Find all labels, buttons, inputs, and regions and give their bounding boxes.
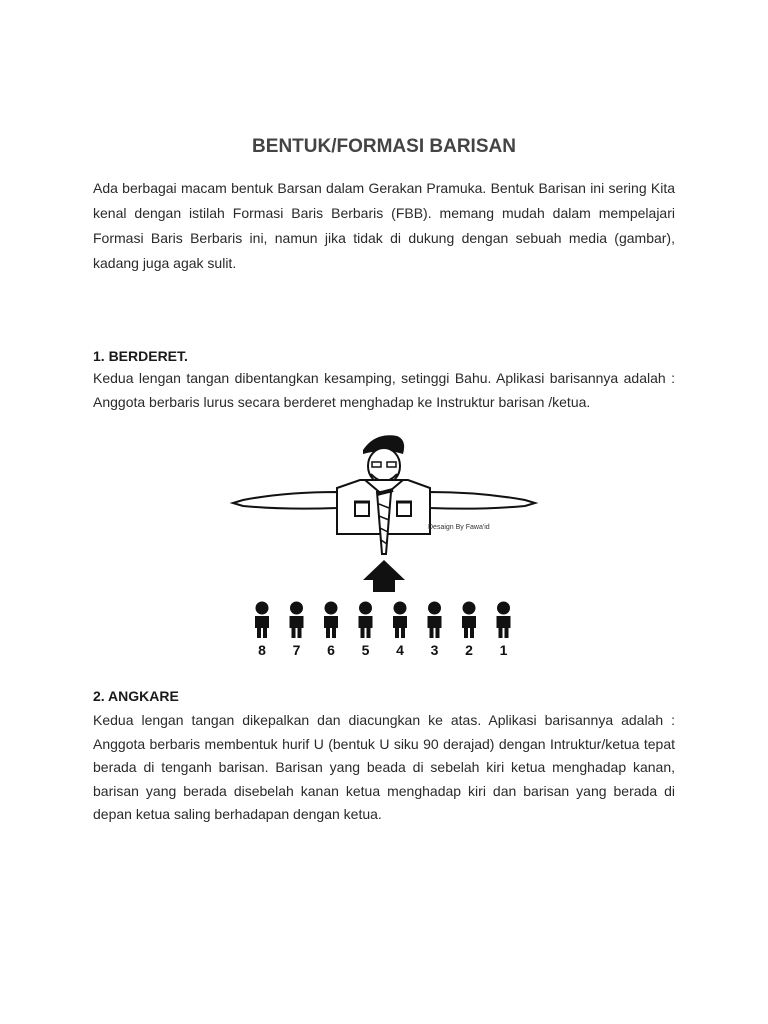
page-title: BENTUK/FORMASI BARISAN bbox=[252, 136, 516, 157]
section-heading-berderet: 1. BERDERET. bbox=[93, 348, 188, 364]
member-figure bbox=[324, 602, 338, 639]
member-number: 8 bbox=[258, 642, 266, 658]
section-body-angkare: Kedua lengan tangan dikepalkan dan diacungkan ke atas. Aplikasi barisannya adalah : Anggota berbaris membentuk hurif U (bentuk U siku 90 derajad) dengan Intruktur/ketua tepat berada di tenganh barisan. Barisan yang beada di sebelah kiri ketua menghadap kanan, barisan yang berada disebelah kanan ketua menghadap kiri dan barisan yang berada di depan ketua saling berhadapan dengan ketua. bbox=[93, 712, 675, 822]
member-row bbox=[255, 602, 511, 659]
instructor-figure bbox=[233, 435, 535, 554]
member-number: 2 bbox=[465, 642, 473, 658]
member-number: 3 bbox=[430, 642, 439, 658]
member-figure bbox=[290, 602, 304, 639]
berderet-figure bbox=[225, 430, 545, 660]
member-number: 4 bbox=[396, 642, 404, 658]
member-figure bbox=[393, 602, 407, 639]
member-figure bbox=[462, 602, 476, 639]
member-figure bbox=[255, 602, 269, 639]
member-figure bbox=[428, 602, 442, 639]
member-number: 5 bbox=[361, 642, 370, 658]
member-number: 6 bbox=[327, 642, 335, 658]
section-body-berderet: Kedua lengan tangan dibentangkan kesamping, setinggi Bahu. Aplikasi barisannya adalah : Anggota berbaris lurus secara berderet menghadap ke Instruktur barisan /ketua. bbox=[93, 370, 675, 410]
design-credit: Desaign By Fawa'id bbox=[428, 524, 490, 531]
member-number: 7 bbox=[292, 642, 301, 658]
berderet-illustration bbox=[225, 430, 545, 660]
member-number: 1 bbox=[499, 642, 508, 658]
up-arrow-icon bbox=[363, 560, 405, 592]
section-heading-angkare: 2. ANGKARE bbox=[93, 688, 179, 704]
member-figure bbox=[359, 602, 373, 639]
intro-paragraph: Ada berbagai macam bentuk Barsan dalam Gerakan Pramuka. Bentuk Barisan ini sering Kita kenal dengan istilah Formasi Baris Berbaris (FBB). memang mudah dalam mempelajari Formasi Baris Berbaris ini, namun jika tidak di dukung dengan sebuah media (gambar), kadang juga agak sulit. bbox=[93, 180, 675, 271]
member-figure bbox=[497, 602, 511, 639]
